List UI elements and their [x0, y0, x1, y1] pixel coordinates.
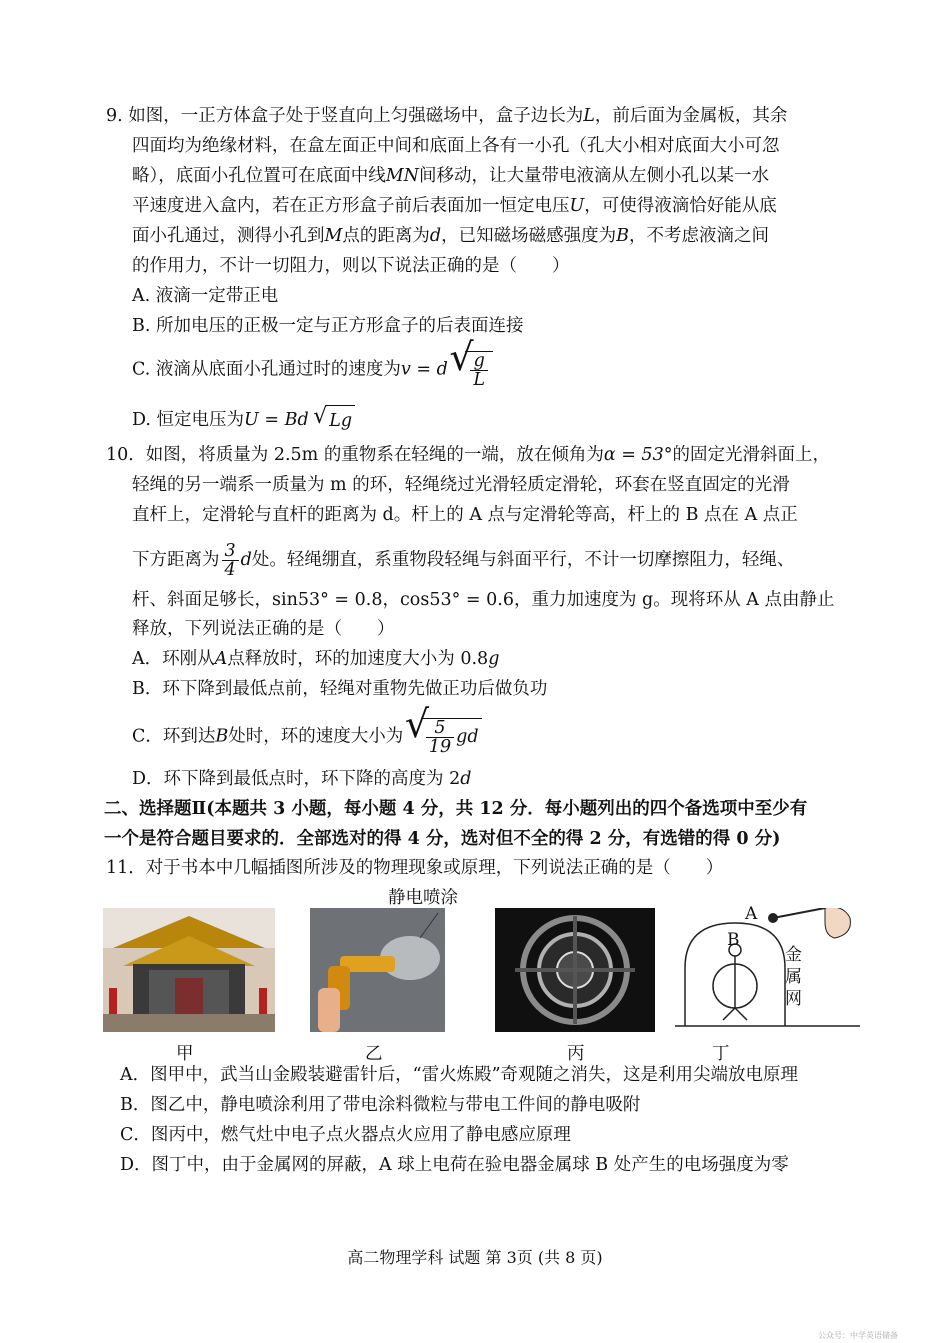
- q9-line-4: 平速度进入盒内，若在正方形盒子前后表面加一恒定电压U，可使得液滴恰好能从底: [132, 196, 777, 216]
- q11-stem: 11．对于书本中几幅插图所涉及的物理现象或原理，下列说法正确的是（ ）: [106, 858, 724, 878]
- figure-label-ding: 丁: [712, 1044, 730, 1064]
- q10-option-b: B．环下降到最低点前，轻绳对重物先做正功后做负功: [132, 679, 548, 699]
- q11-option-d: D．图丁中，由于金属网的屏蔽，A 球上电荷在验电器金属球 B 处产生的电场强度为零: [120, 1155, 789, 1175]
- watermark: 公众号：中学英语储备: [818, 1331, 898, 1340]
- figure-label-bing: 丙: [567, 1044, 585, 1064]
- figure-ding-label-a: A: [745, 904, 758, 924]
- q10-line-6: 释放，下列说法正确的是（ ）: [132, 619, 395, 639]
- q9-line-2: 四面均为绝缘材料，在盒左面正中间和底面上各有一小孔（孔大小相对底面大小可忽: [132, 136, 780, 156]
- q9-line-1: 9. 如图，一正方体盒子处于竖直向上匀强磁场中，盒子边长为L，前后面为金属板，其余: [106, 106, 788, 126]
- figure-label-yi: 乙: [365, 1044, 383, 1064]
- q11-option-c: C．图丙中，燃气灶中电子点火器点火应用了静电感应原理: [120, 1125, 571, 1145]
- figure-ding-label-b: B: [727, 930, 740, 950]
- q9-option-d: D. 恒定电压为U = Bd √ Lg: [132, 405, 355, 436]
- q10-option-d: D．环下降到最低点时，环下降的高度为 2d: [132, 769, 472, 789]
- q10-line-3: 直杆上，定滑轮与直杆的距离为 d。杆上的 A 点与定滑轮等高，杆上的 B 点在 A 点正: [132, 505, 798, 525]
- figure-bing-gas-stove: [495, 908, 655, 1032]
- q10-line-4: 下方距离为 $\frac{3}{4}$ d处。轻绳绷直，系重物段轻绳与斜面平行，不计一切摩擦阻力，轻绳、: [132, 541, 795, 580]
- q9-line-6: 的作用力，不计一切阻力，则以下说法正确的是（ ）: [132, 256, 570, 276]
- q10-line-5: 杆、斜面足够长，sin53° = 0.8，cos53° = 0.6，重力加速度为 g。现将环从 A 点由静止: [132, 590, 835, 610]
- q11-option-b: B．图乙中，静电喷涂利用了带电涂料微粒与带电工件间的静电吸附: [120, 1095, 641, 1115]
- section-2-heading-line-2: 一个是符合题目要求的．全部选对的得 4 分，选对但不全的得 2 分，有选错的得 0 分): [104, 829, 781, 849]
- q10-option-a: A．环刚从A点释放时，环的加速度大小为 0.8g: [132, 649, 500, 669]
- figure-ding-electroscope: [675, 904, 860, 1032]
- q9-line-3: 略），底面小孔位置可在底面中线MN间移动，让大量带电液滴从左侧小孔以某一水: [132, 166, 769, 186]
- figure-label-jia: 甲: [176, 1044, 194, 1064]
- sqrt-symbol: √ Lg: [326, 405, 355, 436]
- q10-line-1: 10．如图，将质量为 2.5m 的重物系在轻绳的一端，放在倾角为α = 53°的固定光滑斜面上，: [106, 445, 830, 465]
- sqrt-symbol: √ $\frac{5}{19}$ gd: [421, 718, 482, 756]
- q9-option-b: B. 所加电压的正极一定与正方形盒子的后表面连接: [132, 316, 524, 336]
- q9-option-c: C. 液滴从底面小孔通过时的速度为v = d √ $\frac{g}{L}$: [132, 351, 493, 389]
- section-2-heading-line-1: 二、选择题Ⅱ(本题共 3 小题，每小题 4 分，共 12 分．每小题列出的四个备选项中至少有: [104, 799, 808, 819]
- q10-line-2: 轻绳的另一端系一质量为 m 的环，轻绳绕过光滑轻质定滑轮，环套在竖直固定的光滑: [132, 475, 790, 495]
- q10-option-c: C．环到达B处时，环的速度大小为 √ $\frac{5}{19}$ gd: [132, 718, 482, 756]
- figure-jia-temple: [103, 908, 275, 1032]
- figure-yi-spray-gun: [310, 908, 445, 1032]
- figure-ding-label-net: 金 属 网: [785, 945, 802, 1009]
- q9-option-a: A. 液滴一定带正电: [132, 286, 279, 306]
- q9-line-5: 面小孔通过，测得小孔到M点的距离为d，已知磁场磁感强度为B，不考虑液滴之间: [132, 226, 769, 246]
- sqrt-symbol: √ $\frac{g}{L}$: [465, 351, 493, 389]
- figure-yi-caption: 静电喷涂: [388, 888, 458, 908]
- page-footer: 高二物理学科 试题 第 3页 (共 8 页): [347, 1248, 603, 1267]
- q11-option-a: A．图甲中，武当山金殿装避雷针后，“雷火炼殿”奇观随之消失，这是利用尖端放电原理: [120, 1065, 799, 1085]
